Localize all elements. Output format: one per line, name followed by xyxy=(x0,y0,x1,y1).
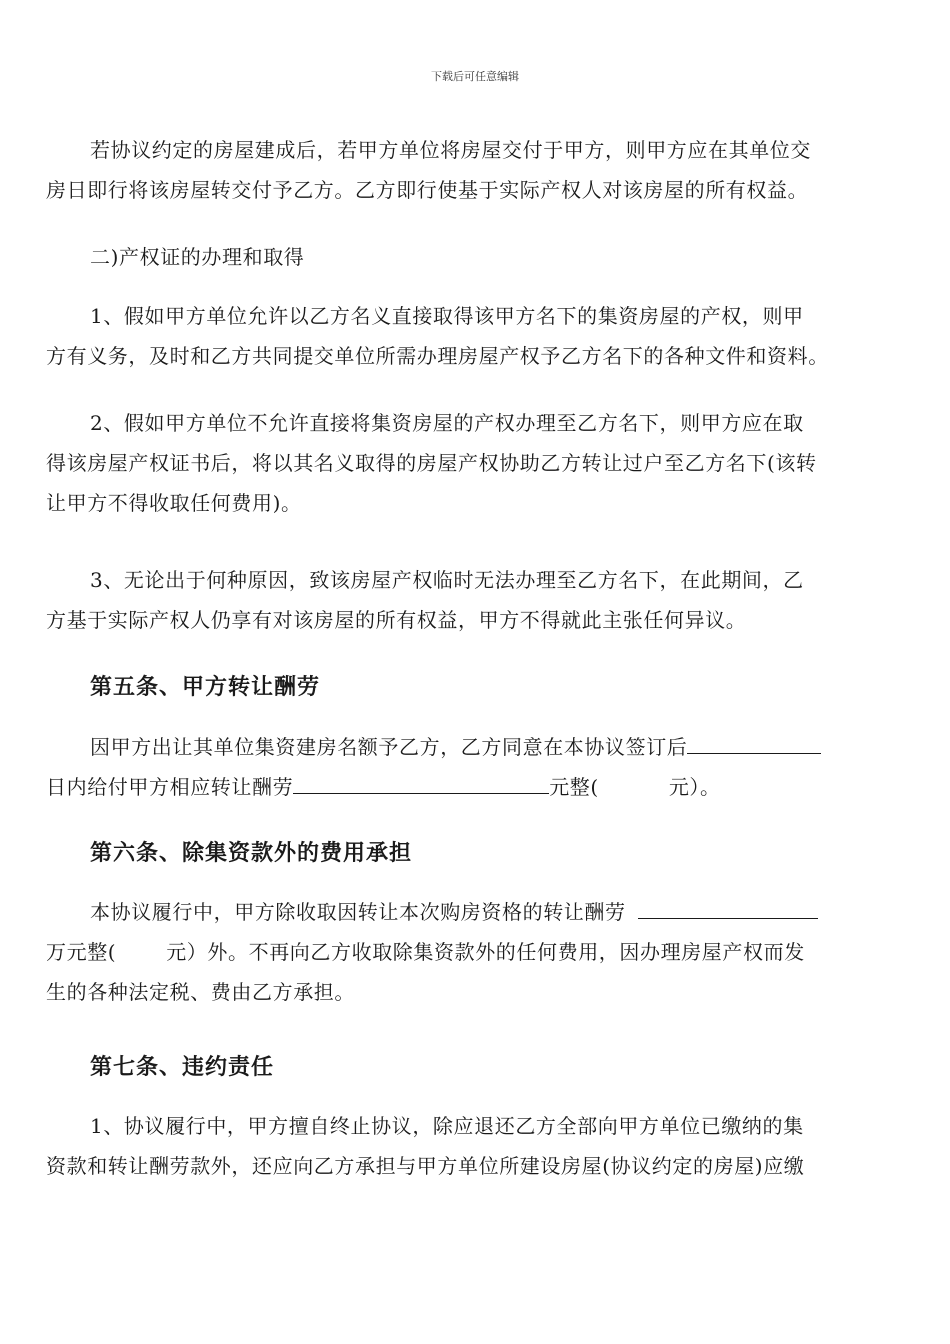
text-line xyxy=(46,727,906,767)
page-header: 下载后可任意编辑 xyxy=(431,70,519,83)
text-line: 方基于实际产权人仍享有对该房屋的所有权益，甲方不得就此主张任何异议。 xyxy=(46,608,747,632)
text-line: 2、假如甲方单位不允许直接将集资房屋的产权办理至乙方名下，则甲方应在取 xyxy=(90,411,804,435)
article-title: 第七条、违约责任 xyxy=(90,1055,275,1080)
text-run: 本协议履行中，甲方除收取因转让本次购房资格的转让酬劳 xyxy=(90,900,626,924)
text-line: 让甲方不得收取任何费用)。 xyxy=(46,491,302,515)
text-line: 资款和转让酬劳款外，还应向乙方承担与甲方单位所建设房屋(协议约定的房屋)应缴 xyxy=(46,1154,805,1178)
paragraph-delivery xyxy=(46,130,906,210)
article-7 xyxy=(46,1048,906,1088)
text-line: 房日即行将该房屋转交付予乙方。乙方即行使基于实际产权人对该房屋的所有权益。 xyxy=(46,178,809,202)
text-line: 得该房屋产权证书后，将以其名义取得的房屋产权协助乙方转让过户至乙方名下(该转 xyxy=(46,451,817,475)
text-line: 生的各种法定税、费由乙方承担。 xyxy=(46,980,355,1004)
article-6 xyxy=(46,834,906,874)
section-title: 二)产权证的办理和取得 xyxy=(90,245,305,269)
text-run: 元）。 xyxy=(668,775,721,799)
text-line: 1、协议履行中，甲方擅自终止协议，除应退还乙方全部向甲方单位已缴纳的集 xyxy=(90,1114,804,1138)
article-7-body xyxy=(46,1106,906,1186)
fill-in-blank-amount[interactable] xyxy=(293,769,549,794)
clause-item-1 xyxy=(46,296,906,376)
article-5-body xyxy=(46,727,906,807)
fill-in-blank-fee[interactable] xyxy=(638,894,818,919)
text-line: 方有义务，及时和乙方共同提交单位所需办理房屋产权予乙方名下的各种文件和资料。 xyxy=(46,344,829,368)
article-6-body xyxy=(46,892,906,1012)
text-line: 1、假如甲方单位允许以乙方名义直接取得该甲方名下的集资房屋的产权，则甲 xyxy=(90,304,804,328)
text-run: 因甲方出让其单位集资建房名额予乙方，乙方同意在本协议签订后 xyxy=(90,735,688,759)
article-title: 第六条、除集资款外的费用承担 xyxy=(90,841,413,866)
text-line xyxy=(46,932,906,972)
section-title-property-certificate xyxy=(46,237,906,277)
clause-item-2 xyxy=(46,403,906,523)
text-run: 元整( xyxy=(549,775,599,799)
article-5 xyxy=(46,668,906,708)
text-run: 日内给付甲方相应转让酬劳 xyxy=(46,775,294,799)
text-line: 若协议约定的房屋建成后，若甲方单位将房屋交付于甲方，则甲方应在其单位交 xyxy=(90,138,811,162)
text-run: 元）外。不再向乙方收取除集资款外的任何费用，因办理房屋产权而发 xyxy=(166,940,805,964)
text-run: 万元整( xyxy=(46,940,117,964)
clause-item-3 xyxy=(46,560,906,640)
text-line xyxy=(46,892,906,932)
article-title: 第五条、甲方转让酬劳 xyxy=(90,675,321,700)
text-line: 3、无论出于何种原因，致该房屋产权临时无法办理至乙方名下，在此期间，乙 xyxy=(90,568,804,592)
text-line xyxy=(46,767,906,807)
fill-in-blank-days[interactable] xyxy=(687,729,821,754)
